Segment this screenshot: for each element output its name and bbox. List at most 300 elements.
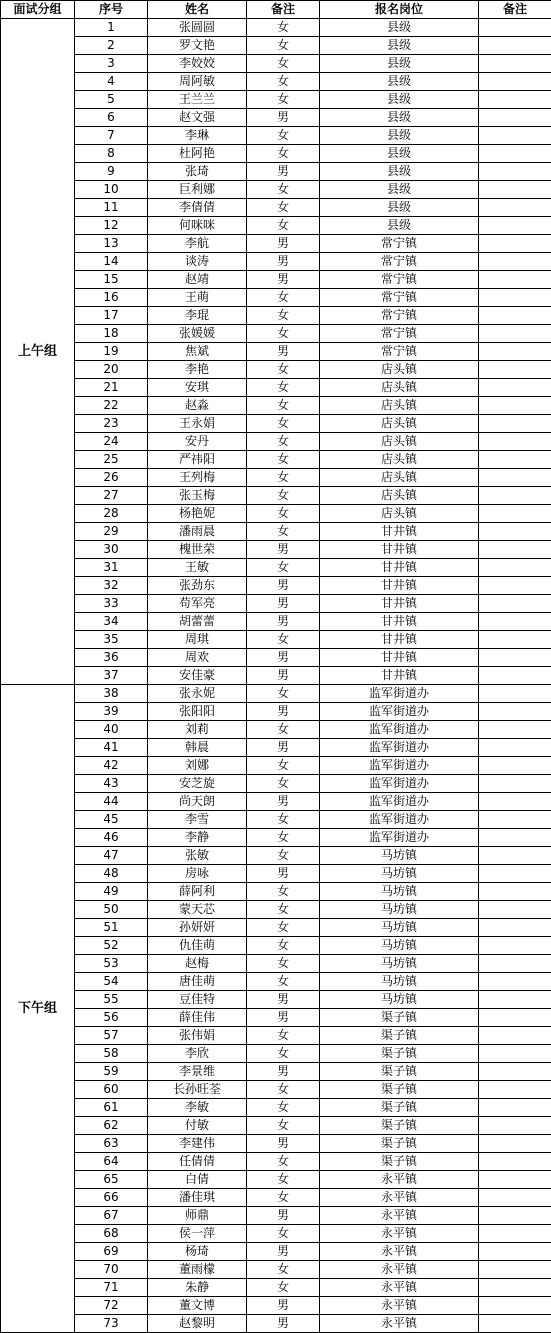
remark-cell xyxy=(479,1027,551,1045)
applicant-name: 薛佳伟 xyxy=(148,1009,247,1027)
table-row xyxy=(1,685,551,703)
table-row xyxy=(1,271,551,289)
applicant-name: 安芝旋 xyxy=(148,775,247,793)
remark-cell xyxy=(479,973,551,991)
gender-cell: 男 xyxy=(247,1243,320,1261)
row-number: 14 xyxy=(75,253,148,271)
table-row xyxy=(1,163,551,181)
remark-cell xyxy=(479,217,551,235)
applicant-name: 李静 xyxy=(148,829,247,847)
applicant-name: 杨琦 xyxy=(148,1243,247,1261)
applicant-name: 赵文强 xyxy=(148,109,247,127)
applicant-name: 潘佳琪 xyxy=(148,1189,247,1207)
remark-cell xyxy=(479,793,551,811)
gender-cell: 男 xyxy=(247,109,320,127)
row-number: 4 xyxy=(75,73,148,91)
remark-cell xyxy=(479,307,551,325)
header-group: 面试分组 xyxy=(1,1,75,19)
applied-post: 甘井镇 xyxy=(320,649,479,667)
applied-post: 渠子镇 xyxy=(320,1045,479,1063)
gender-cell: 女 xyxy=(247,469,320,487)
applicant-name: 长孙旺荃 xyxy=(148,1081,247,1099)
applicant-name: 周欢 xyxy=(148,649,247,667)
applied-post: 马坊镇 xyxy=(320,973,479,991)
remark-cell xyxy=(479,811,551,829)
applicant-name: 周阿敏 xyxy=(148,73,247,91)
applicant-name: 潘雨晨 xyxy=(148,523,247,541)
applied-post: 店头镇 xyxy=(320,433,479,451)
remark-cell xyxy=(479,487,551,505)
row-number: 7 xyxy=(75,127,148,145)
applicant-name: 刘莉 xyxy=(148,721,247,739)
applied-post: 县级 xyxy=(320,163,479,181)
applied-post: 甘井镇 xyxy=(320,595,479,613)
row-number: 11 xyxy=(75,199,148,217)
remark-cell xyxy=(479,1243,551,1261)
gender-cell: 女 xyxy=(247,721,320,739)
row-number: 29 xyxy=(75,523,148,541)
gender-cell: 女 xyxy=(247,937,320,955)
row-number: 59 xyxy=(75,1063,148,1081)
applied-post: 渠子镇 xyxy=(320,1009,479,1027)
remark-cell xyxy=(479,343,551,361)
table-row xyxy=(1,523,551,541)
row-number: 45 xyxy=(75,811,148,829)
row-number: 40 xyxy=(75,721,148,739)
row-number: 56 xyxy=(75,1009,148,1027)
remark-cell xyxy=(479,181,551,199)
remark-cell xyxy=(479,721,551,739)
table-row xyxy=(1,181,551,199)
table-row xyxy=(1,901,551,919)
applicant-name: 杜阿艳 xyxy=(148,145,247,163)
row-number: 2 xyxy=(75,37,148,55)
applicant-name: 房咏 xyxy=(148,865,247,883)
table-row xyxy=(1,1315,551,1333)
row-number: 28 xyxy=(75,505,148,523)
applicant-name: 孙妍妍 xyxy=(148,919,247,937)
remark-cell xyxy=(479,433,551,451)
applicant-name: 李航 xyxy=(148,235,247,253)
table-row xyxy=(1,235,551,253)
applicant-name: 李景维 xyxy=(148,1063,247,1081)
applied-post: 渠子镇 xyxy=(320,1081,479,1099)
applicant-name: 赵淼 xyxy=(148,397,247,415)
gender-cell: 女 xyxy=(247,487,320,505)
applicant-name: 师鼎 xyxy=(148,1207,247,1225)
row-number: 24 xyxy=(75,433,148,451)
applicant-name: 张劲东 xyxy=(148,577,247,595)
applicant-name: 任倩倩 xyxy=(148,1153,247,1171)
applied-post: 马坊镇 xyxy=(320,991,479,1009)
applicant-name: 薛阿利 xyxy=(148,883,247,901)
gender-cell: 男 xyxy=(247,667,320,685)
gender-cell: 男 xyxy=(247,595,320,613)
remark-cell xyxy=(479,91,551,109)
applied-post: 县级 xyxy=(320,217,479,235)
gender-cell: 男 xyxy=(247,1297,320,1315)
table-row xyxy=(1,1261,551,1279)
remark-cell xyxy=(479,415,551,433)
gender-cell: 女 xyxy=(247,1081,320,1099)
table-row xyxy=(1,1081,551,1099)
applied-post: 县级 xyxy=(320,73,479,91)
applied-post: 监军街道办 xyxy=(320,739,479,757)
table-row xyxy=(1,847,551,865)
row-number: 23 xyxy=(75,415,148,433)
row-number: 30 xyxy=(75,541,148,559)
applied-post: 县级 xyxy=(320,55,479,73)
gender-cell: 女 xyxy=(247,91,320,109)
remark-cell xyxy=(479,505,551,523)
applicant-name: 李艳 xyxy=(148,361,247,379)
applied-post: 监军街道办 xyxy=(320,703,479,721)
gender-cell: 男 xyxy=(247,1135,320,1153)
row-number: 18 xyxy=(75,325,148,343)
applicant-name: 李建伟 xyxy=(148,1135,247,1153)
row-number: 65 xyxy=(75,1171,148,1189)
table-row xyxy=(1,973,551,991)
applied-post: 甘井镇 xyxy=(320,631,479,649)
applied-post: 甘井镇 xyxy=(320,523,479,541)
gender-cell: 男 xyxy=(247,1009,320,1027)
remark-cell xyxy=(479,955,551,973)
gender-cell: 女 xyxy=(247,55,320,73)
applicant-name: 张媛媛 xyxy=(148,325,247,343)
table-row xyxy=(1,109,551,127)
remark-cell xyxy=(479,145,551,163)
table-row xyxy=(1,613,551,631)
applicant-name: 李敏 xyxy=(148,1099,247,1117)
gender-cell: 男 xyxy=(247,739,320,757)
remark-cell xyxy=(479,361,551,379)
table-row xyxy=(1,577,551,595)
gender-cell: 男 xyxy=(247,271,320,289)
applied-post: 常宁镇 xyxy=(320,307,479,325)
applied-post: 渠子镇 xyxy=(320,1153,479,1171)
gender-cell: 女 xyxy=(247,775,320,793)
gender-cell: 女 xyxy=(247,397,320,415)
applied-post: 永平镇 xyxy=(320,1171,479,1189)
applied-post: 永平镇 xyxy=(320,1297,479,1315)
applied-post: 县级 xyxy=(320,181,479,199)
gender-cell: 男 xyxy=(247,577,320,595)
applicant-name: 张永妮 xyxy=(148,685,247,703)
remark-cell xyxy=(479,1045,551,1063)
applied-post: 县级 xyxy=(320,199,479,217)
remark-cell xyxy=(479,127,551,145)
gender-cell: 女 xyxy=(247,523,320,541)
row-number: 21 xyxy=(75,379,148,397)
row-number: 49 xyxy=(75,883,148,901)
applicant-name: 朱静 xyxy=(148,1279,247,1297)
remark-cell xyxy=(479,541,551,559)
table-row xyxy=(1,757,551,775)
gender-cell: 男 xyxy=(247,991,320,1009)
gender-cell: 男 xyxy=(247,253,320,271)
row-number: 25 xyxy=(75,451,148,469)
row-number: 22 xyxy=(75,397,148,415)
remark-cell xyxy=(479,1099,551,1117)
applied-post: 店头镇 xyxy=(320,469,479,487)
remark-cell xyxy=(479,163,551,181)
applicant-name: 槐世荣 xyxy=(148,541,247,559)
applicant-name: 严祎阳 xyxy=(148,451,247,469)
applicant-name: 王永娟 xyxy=(148,415,247,433)
table-row xyxy=(1,1027,551,1045)
gender-cell: 女 xyxy=(247,1225,320,1243)
row-number: 54 xyxy=(75,973,148,991)
row-number: 44 xyxy=(75,793,148,811)
gender-cell: 女 xyxy=(247,199,320,217)
applicant-name: 李姣姣 xyxy=(148,55,247,73)
applied-post: 店头镇 xyxy=(320,451,479,469)
gender-cell: 女 xyxy=(247,883,320,901)
row-number: 47 xyxy=(75,847,148,865)
gender-cell: 女 xyxy=(247,307,320,325)
row-number: 33 xyxy=(75,595,148,613)
applied-post: 马坊镇 xyxy=(320,883,479,901)
row-number: 60 xyxy=(75,1081,148,1099)
table-row xyxy=(1,433,551,451)
applied-post: 店头镇 xyxy=(320,505,479,523)
gender-cell: 女 xyxy=(247,433,320,451)
applied-post: 监军街道办 xyxy=(320,757,479,775)
row-number: 53 xyxy=(75,955,148,973)
row-number: 5 xyxy=(75,91,148,109)
remark-cell xyxy=(479,253,551,271)
remark-cell xyxy=(479,865,551,883)
table-row xyxy=(1,343,551,361)
applied-post: 甘井镇 xyxy=(320,667,479,685)
applied-post: 监军街道办 xyxy=(320,721,479,739)
gender-cell: 男 xyxy=(247,1063,320,1081)
table-row xyxy=(1,1063,551,1081)
applied-post: 永平镇 xyxy=(320,1243,479,1261)
gender-cell: 男 xyxy=(247,1207,320,1225)
table-row xyxy=(1,253,551,271)
applicant-name: 董雨檬 xyxy=(148,1261,247,1279)
table-row xyxy=(1,991,551,1009)
applicant-name: 李琨 xyxy=(148,307,247,325)
gender-cell: 男 xyxy=(247,793,320,811)
row-number: 20 xyxy=(75,361,148,379)
remark-cell xyxy=(479,235,551,253)
applied-post: 店头镇 xyxy=(320,487,479,505)
table-row xyxy=(1,505,551,523)
applied-post: 常宁镇 xyxy=(320,271,479,289)
row-number: 72 xyxy=(75,1297,148,1315)
table-row xyxy=(1,469,551,487)
header-row xyxy=(1,1,551,19)
applied-post: 渠子镇 xyxy=(320,1135,479,1153)
table-row xyxy=(1,1171,551,1189)
row-number: 48 xyxy=(75,865,148,883)
applicant-name: 韩晨 xyxy=(148,739,247,757)
remark-cell xyxy=(479,1009,551,1027)
gender-cell: 女 xyxy=(247,37,320,55)
applied-post: 店头镇 xyxy=(320,379,479,397)
table-row xyxy=(1,73,551,91)
gender-cell: 男 xyxy=(247,1315,320,1333)
table-row xyxy=(1,145,551,163)
row-number: 38 xyxy=(75,685,148,703)
remark-cell xyxy=(479,1297,551,1315)
applied-post: 常宁镇 xyxy=(320,235,479,253)
applied-post: 监军街道办 xyxy=(320,685,479,703)
remark-cell xyxy=(479,19,551,37)
row-number: 52 xyxy=(75,937,148,955)
row-number: 19 xyxy=(75,343,148,361)
applicant-name: 巨利娜 xyxy=(148,181,247,199)
applicant-name: 罗文艳 xyxy=(148,37,247,55)
applied-post: 县级 xyxy=(320,145,479,163)
remark-cell xyxy=(479,901,551,919)
remark-cell xyxy=(479,1153,551,1171)
table-row xyxy=(1,883,551,901)
table-body xyxy=(1,19,551,1333)
applied-post: 甘井镇 xyxy=(320,613,479,631)
applied-post: 监军街道办 xyxy=(320,829,479,847)
table-row xyxy=(1,721,551,739)
applied-post: 店头镇 xyxy=(320,361,479,379)
applied-post: 马坊镇 xyxy=(320,865,479,883)
table-row xyxy=(1,289,551,307)
remark-cell xyxy=(479,919,551,937)
row-number: 73 xyxy=(75,1315,148,1333)
remark-cell xyxy=(479,883,551,901)
applied-post: 永平镇 xyxy=(320,1315,479,1333)
remark-cell xyxy=(479,577,551,595)
gender-cell: 女 xyxy=(247,811,320,829)
applied-post: 永平镇 xyxy=(320,1225,479,1243)
gender-cell: 女 xyxy=(247,1099,320,1117)
remark-cell xyxy=(479,847,551,865)
table-row xyxy=(1,1297,551,1315)
remark-cell xyxy=(479,73,551,91)
gender-cell: 女 xyxy=(247,829,320,847)
row-number: 66 xyxy=(75,1189,148,1207)
applicant-name: 胡蕾蕾 xyxy=(148,613,247,631)
remark-cell xyxy=(479,667,551,685)
applied-post: 常宁镇 xyxy=(320,343,479,361)
table-row xyxy=(1,379,551,397)
remark-cell xyxy=(479,559,551,577)
remark-cell xyxy=(479,451,551,469)
row-number: 58 xyxy=(75,1045,148,1063)
applicant-name: 李欣 xyxy=(148,1045,247,1063)
applicant-name: 蒙天芯 xyxy=(148,901,247,919)
remark-cell xyxy=(479,1225,551,1243)
table-row xyxy=(1,649,551,667)
table-row xyxy=(1,1099,551,1117)
row-number: 42 xyxy=(75,757,148,775)
applicant-name: 赵靖 xyxy=(148,271,247,289)
remark-cell xyxy=(479,937,551,955)
gender-cell: 女 xyxy=(247,73,320,91)
remark-cell xyxy=(479,289,551,307)
gender-cell: 女 xyxy=(247,757,320,775)
remark-cell xyxy=(479,649,551,667)
applied-post: 渠子镇 xyxy=(320,1099,479,1117)
applied-post: 常宁镇 xyxy=(320,253,479,271)
applied-post: 马坊镇 xyxy=(320,955,479,973)
applied-post: 监军街道办 xyxy=(320,793,479,811)
applied-post: 永平镇 xyxy=(320,1207,479,1225)
applied-post: 店头镇 xyxy=(320,415,479,433)
row-number: 64 xyxy=(75,1153,148,1171)
table-row xyxy=(1,1153,551,1171)
table-row xyxy=(1,127,551,145)
applied-post: 永平镇 xyxy=(320,1279,479,1297)
applied-post: 县级 xyxy=(320,127,479,145)
table-row xyxy=(1,451,551,469)
gender-cell: 女 xyxy=(247,127,320,145)
row-number: 32 xyxy=(75,577,148,595)
applicant-name: 仇佳萌 xyxy=(148,937,247,955)
gender-cell: 女 xyxy=(247,1279,320,1297)
applied-post: 甘井镇 xyxy=(320,541,479,559)
applicant-name: 赵梅 xyxy=(148,955,247,973)
applicant-name: 张圆圆 xyxy=(148,19,247,37)
gender-cell: 女 xyxy=(247,289,320,307)
table-row xyxy=(1,1117,551,1135)
remark-cell xyxy=(479,631,551,649)
gender-cell: 女 xyxy=(247,901,320,919)
row-number: 62 xyxy=(75,1117,148,1135)
applicant-name: 王兰兰 xyxy=(148,91,247,109)
gender-cell: 女 xyxy=(247,505,320,523)
gender-cell: 男 xyxy=(247,163,320,181)
table-row xyxy=(1,739,551,757)
remark-cell xyxy=(479,397,551,415)
remark-cell xyxy=(479,469,551,487)
table-row xyxy=(1,1189,551,1207)
remark-cell xyxy=(479,271,551,289)
applicant-name: 周琪 xyxy=(148,631,247,649)
row-number: 26 xyxy=(75,469,148,487)
remark-cell xyxy=(479,1171,551,1189)
gender-cell: 女 xyxy=(247,631,320,649)
applicant-name: 付敏 xyxy=(148,1117,247,1135)
applied-post: 监军街道办 xyxy=(320,811,479,829)
row-number: 55 xyxy=(75,991,148,1009)
gender-cell: 女 xyxy=(247,685,320,703)
applied-post: 渠子镇 xyxy=(320,1117,479,1135)
row-number: 27 xyxy=(75,487,148,505)
gender-cell: 女 xyxy=(247,973,320,991)
row-number: 35 xyxy=(75,631,148,649)
row-number: 69 xyxy=(75,1243,148,1261)
remark-cell xyxy=(479,55,551,73)
applicant-name: 侯一萍 xyxy=(148,1225,247,1243)
applied-post: 店头镇 xyxy=(320,397,479,415)
table-row xyxy=(1,361,551,379)
table-row xyxy=(1,631,551,649)
table-row xyxy=(1,1243,551,1261)
remark-cell xyxy=(479,1279,551,1297)
row-number: 68 xyxy=(75,1225,148,1243)
row-number: 57 xyxy=(75,1027,148,1045)
group-label: 下午组 xyxy=(1,685,75,1333)
remark-cell xyxy=(479,1063,551,1081)
table-row xyxy=(1,541,551,559)
row-number: 3 xyxy=(75,55,148,73)
gender-cell: 女 xyxy=(247,1189,320,1207)
remark-cell xyxy=(479,703,551,721)
applicant-name: 王萌 xyxy=(148,289,247,307)
gender-cell: 男 xyxy=(247,613,320,631)
